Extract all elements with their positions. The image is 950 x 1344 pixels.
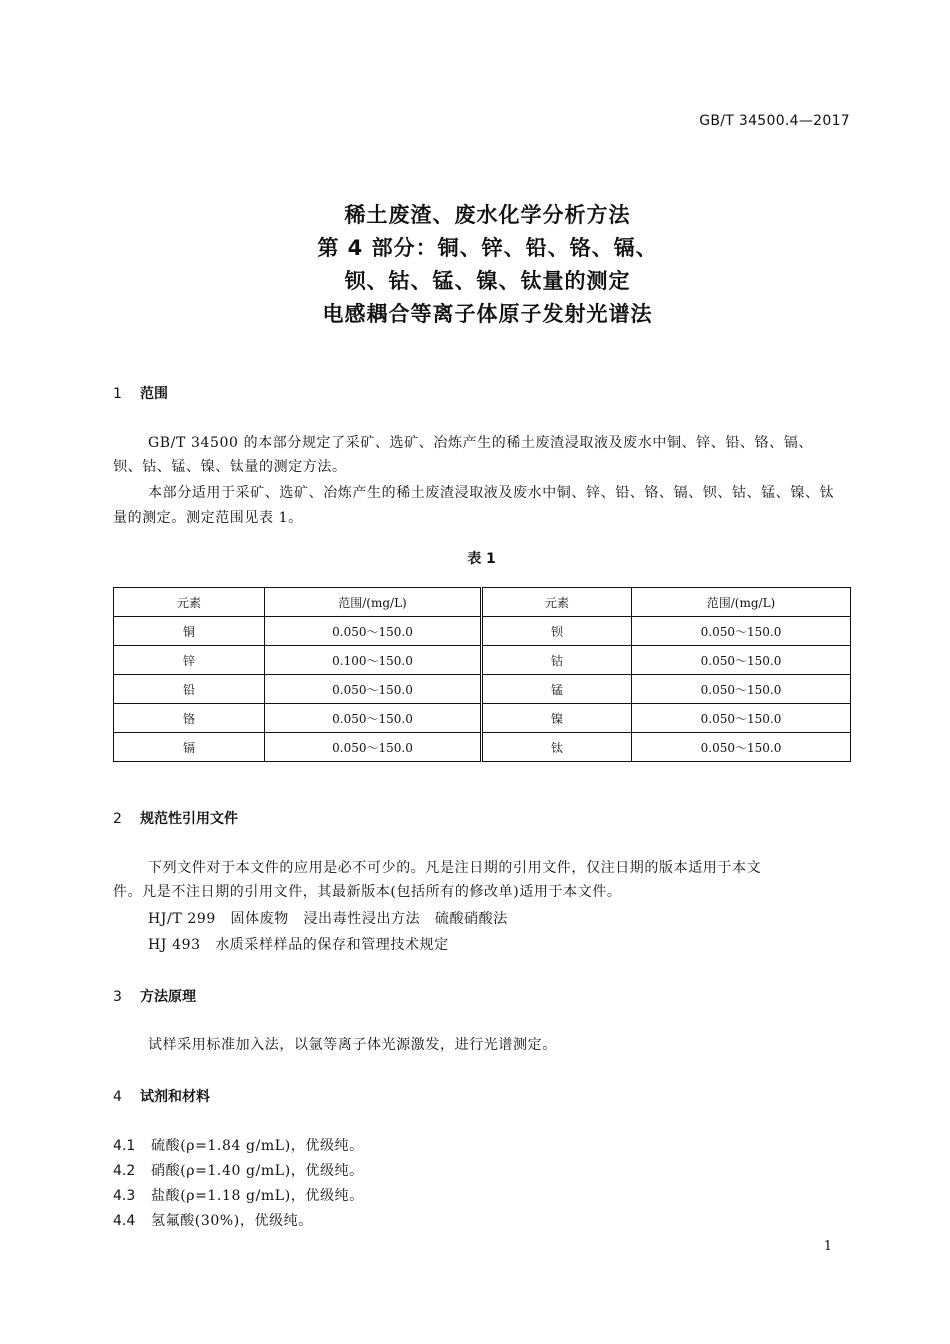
table-cell: 0.050～150.0 (632, 733, 851, 762)
header-cell: 范围/(mg/L) (632, 588, 851, 617)
section-title: 规范性引用文件 (140, 811, 238, 827)
paragraph-line: 下列文件对于本文件的应用是必不可少的。凡是注日期的引用文件，仅注日期的版本适用于本文 (148, 860, 762, 876)
section-number: 4 (113, 1089, 122, 1105)
table-cell: 0.050～150.0 (632, 704, 851, 733)
section-title: 范围 (140, 386, 168, 402)
paragraph-line: 本部分适用于采矿、选矿、冶炼产生的稀土废渣浸取液及废水中铜、锌、铅、铬、镉、钡、钴、锰、镍、钛 (148, 485, 835, 501)
header-cell: 元素 (482, 588, 632, 617)
table-row (114, 675, 851, 704)
section-title: 方法原理 (140, 989, 196, 1005)
title-line-2: 第 4 部分：铜、锌、铅、铬、镉、 (317, 236, 658, 260)
table-cell: 0.050～150.0 (632, 617, 851, 646)
item-number: 4.1 (113, 1138, 136, 1154)
title-line-1: 稀土废渣、废水化学分析方法 (344, 203, 631, 227)
table-cell: 0.050～150.0 (265, 675, 482, 704)
section-number: 2 (113, 811, 122, 827)
header-cell: 元素 (114, 588, 265, 617)
table-cell: 0.100～150.0 (265, 646, 482, 675)
item-text: 氢氟酸(30%)，优级纯。 (151, 1213, 313, 1229)
section-number: 3 (113, 989, 122, 1005)
table-row (114, 646, 851, 675)
table-cell: 铬 (114, 704, 265, 733)
list-item (113, 1135, 364, 1155)
table-cell: 镍 (482, 704, 632, 733)
section-2-heading (113, 808, 238, 828)
range-table (113, 587, 851, 762)
table-cell: 0.050～150.0 (632, 675, 851, 704)
table-row (114, 704, 851, 733)
title-line-3: 钡、钴、锰、镍、钛量的测定 (344, 269, 631, 293)
table-cell: 0.050～150.0 (265, 617, 482, 646)
table-row (114, 617, 851, 646)
table-cell: 钴 (482, 646, 632, 675)
table-cell: 铅 (114, 675, 265, 704)
table-cell: 0.050～150.0 (632, 646, 851, 675)
item-text: 硝酸(ρ=1.40 g/mL)，优级纯。 (151, 1163, 364, 1179)
paragraph-line: 量的测定。测定范围见表 1。 (113, 510, 303, 526)
header-cell: 范围/(mg/L) (265, 588, 482, 617)
list-item (113, 1210, 313, 1230)
table-cell: 0.050～150.0 (265, 733, 482, 762)
table-row (114, 733, 851, 762)
section-title: 试剂和材料 (140, 1089, 210, 1105)
section-1-heading (113, 383, 168, 403)
table-cell: 钡 (482, 617, 632, 646)
paragraph-line: 试样采用标准加入法，以氩等离子体光源激发，进行光谱测定。 (148, 1037, 557, 1053)
item-number: 4.3 (113, 1188, 136, 1204)
table-cell: 铜 (114, 617, 265, 646)
table-cell: 锌 (114, 646, 265, 675)
list-item (113, 1160, 364, 1180)
item-text: 盐酸(ρ=1.18 g/mL)，优级纯。 (151, 1188, 364, 1204)
reference-item: HJ 493 水质采样样品的保存和管理技术规定 (148, 937, 449, 953)
standard-number: GB/T 34500.4—2017 (699, 113, 850, 129)
paragraph-line: GB/T 34500 的本部分规定了采矿、选矿、冶炼产生的稀土废渣浸取液及废水中铜、锌、铅、铬、镉、 (148, 435, 813, 451)
table-caption: 表 1 (467, 551, 496, 567)
table-cell: 钛 (482, 733, 632, 762)
section-4-heading (113, 1086, 210, 1106)
table-header-row (114, 588, 851, 617)
table-cell: 锰 (482, 675, 632, 704)
title-line-4: 电感耦合等离子体原子发射光谱法 (322, 302, 653, 326)
paragraph-line: 件。凡是不注日期的引用文件，其最新版本(包括所有的修改单)适用于本文件。 (113, 884, 622, 900)
list-item (113, 1185, 364, 1205)
section-number: 1 (113, 386, 122, 402)
page-number: 1 (823, 1239, 832, 1254)
table-cell: 镉 (114, 733, 265, 762)
reference-item: HJ/T 299 固体废物 浸出毒性浸出方法 硫酸硝酸法 (148, 911, 508, 927)
item-text: 硫酸(ρ=1.84 g/mL)，优级纯。 (151, 1138, 364, 1154)
section-3-heading (113, 986, 196, 1006)
table-cell: 0.050～150.0 (265, 704, 482, 733)
item-number: 4.4 (113, 1213, 136, 1229)
item-number: 4.2 (113, 1163, 136, 1179)
paragraph-line: 钡、钴、锰、镍、钛量的测定方法。 (113, 459, 347, 475)
